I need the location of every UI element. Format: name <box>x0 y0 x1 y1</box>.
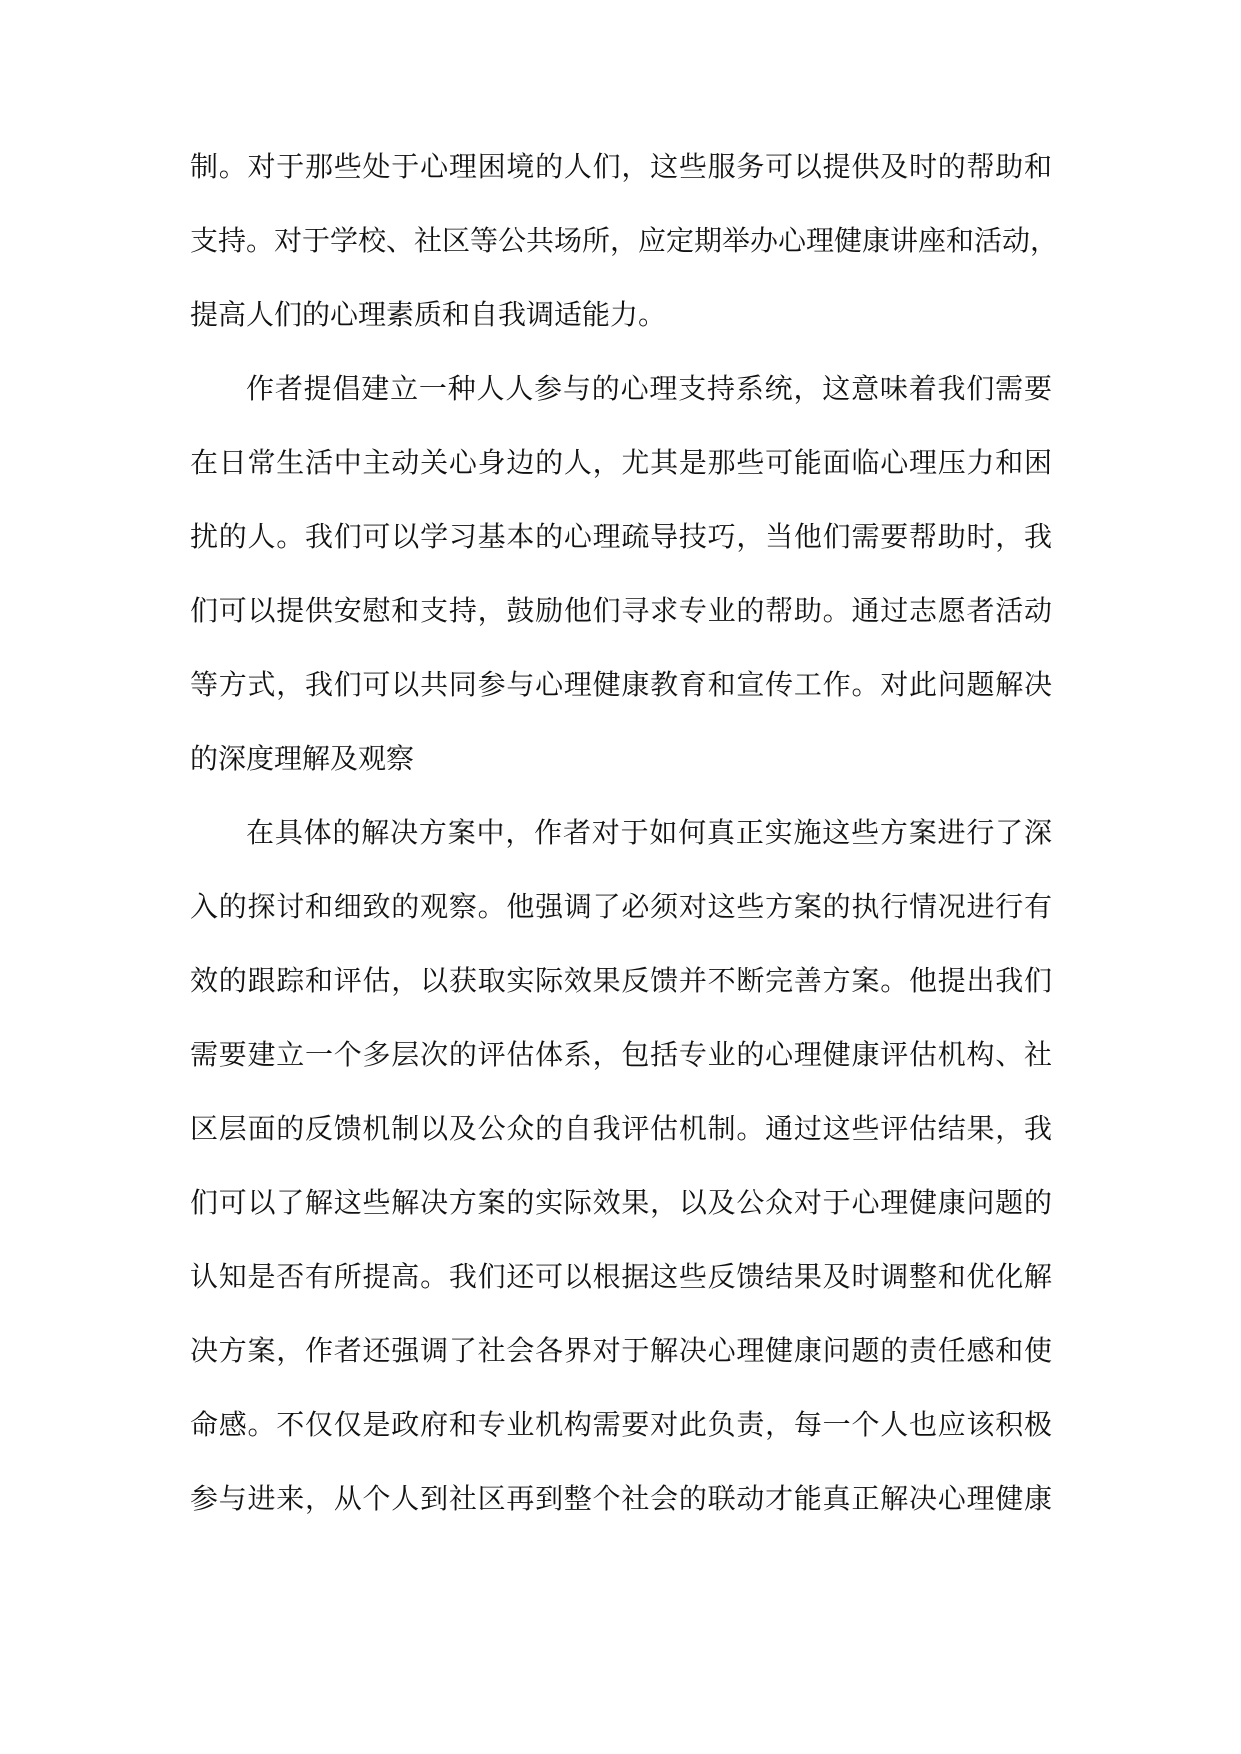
text-line: 认知是否有所提高。我们还可以根据这些反馈结果及时调整和优化解 <box>190 1260 1052 1293</box>
text-line: 扰的人。我们可以学习基本的心理疏导技巧，当他们需要帮助时，我 <box>190 520 1052 553</box>
paragraph-first-line: 在具体的解决方案中，作者对于如何真正实施这些方案进行了深 <box>246 816 1052 849</box>
text-line: 们可以提供安慰和支持，鼓励他们寻求专业的帮助。通过志愿者活动 <box>190 594 1052 627</box>
text-line: 区层面的反馈机制以及公众的自我评估机制。通过这些评估结果，我 <box>190 1112 1052 1145</box>
text-line: 提高人们的心理素质和自我调适能力。 <box>190 298 667 331</box>
text-line: 的深度理解及观察 <box>190 742 415 775</box>
text-line: 决方案，作者还强调了社会各界对于解决心理健康问题的责任感和使 <box>190 1334 1052 1367</box>
text-line: 参与进来，从个人到社区再到整个社会的联动才能真正解决心理健康 <box>190 1482 1052 1515</box>
text-line: 命感。不仅仅是政府和专业机构需要对此负责，每一个人也应该积极 <box>190 1408 1052 1441</box>
text-line: 等方式，我们可以共同参与心理健康教育和宣传工作。对此问题解决 <box>190 668 1052 701</box>
text-line: 需要建立一个多层次的评估体系，包括专业的心理健康评估机构、社 <box>190 1038 1052 1071</box>
text-line: 在日常生活中主动关心身边的人，尤其是那些可能面临心理压力和困 <box>190 446 1052 479</box>
text-line: 入的探讨和细致的观察。他强调了必须对这些方案的执行情况进行有 <box>190 890 1052 923</box>
paragraph-first-line: 作者提倡建立一种人人参与的心理支持系统，这意味着我们需要 <box>246 372 1052 405</box>
text-line: 们可以了解这些解决方案的实际效果，以及公众对于心理健康问题的 <box>190 1186 1052 1219</box>
text-line: 制。对于那些处于心理困境的人们，这些服务可以提供及时的帮助和 <box>190 150 1052 183</box>
body-text <box>190 148 1059 1554</box>
text-line: 效的跟踪和评估，以获取实际效果反馈并不断完善方案。他提出我们 <box>190 964 1052 997</box>
text-line: 支持。对于学校、社区等公共场所，应定期举办心理健康讲座和活动， <box>190 224 1059 257</box>
